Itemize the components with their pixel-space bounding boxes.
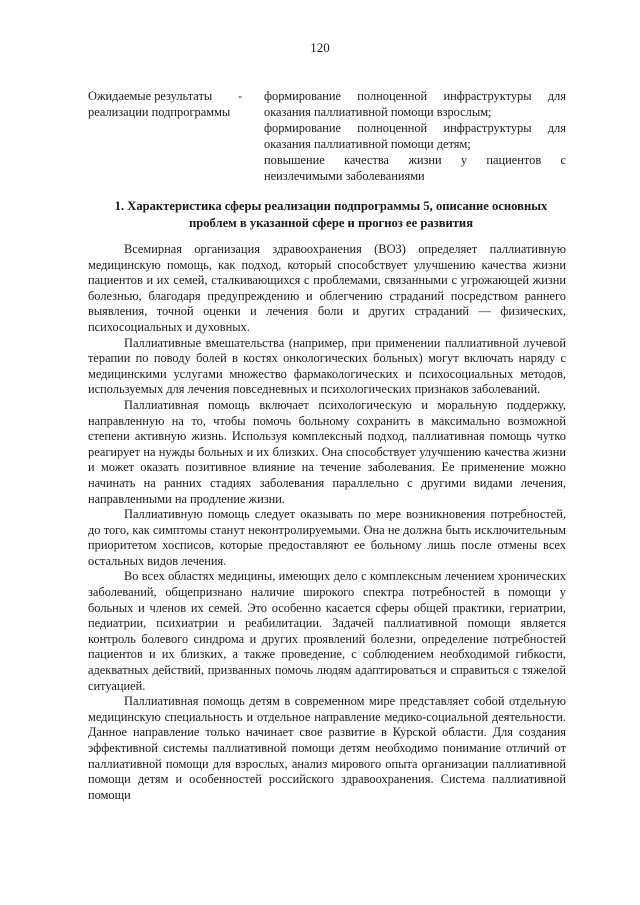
page-number: 120 xyxy=(310,40,330,55)
expected-result-item: формирование полноценной инфраструктуры для оказания паллиативной помощи взрослым; xyxy=(264,89,566,119)
expected-results-dash: - xyxy=(238,89,243,103)
expected-result-item: формирование полноценной инфраструктуры для оказания паллиативной помощи детям; xyxy=(264,121,566,151)
body-text xyxy=(88,242,566,803)
paragraph: Паллиативная помощь детям в современном мире представляет собой отдельную медицинскую специальность и отдельное направление медико-социальной деятельности. Данное направление только начинает свое развитие в Курской области. Для создания эффективной системы паллиативной помощи детям необходимо понимание отличий от паллиативной помощи для взрослых, анализ мирового опыта организации паллиативной помощи детям и особенностей российского здравоохранения. Система паллиативной помощи xyxy=(88,694,566,802)
paragraph: Во всех областях медицины, имеющих дело с комплексным лечением хронических заболеваний, общепризнано наличие широкого спектра потребностей в помощи у больных и членов их семей. Это особенно касается сферы общей практики, гериатрии, педиатрии, психиатрии и реабилитации. Задачей паллиативной помощи является контроль болевого синдрома и других проявлений болезни, определение потребностей пациентов и их близких, а также проведение, с соблюдением необходимой гибкости, адекватных действий, призванных помочь людям адаптироваться и справиться с тяжелой ситуацией. xyxy=(88,569,566,693)
expected-results-list xyxy=(264,88,566,184)
expected-results-label: Ожидаемые результаты реализации подпрограммы xyxy=(88,89,231,119)
paragraph: Всемирная организация здравоохранения (ВОЗ) определяет паллиативную медицинскую помощь, как подход, который способствует улучшению качества жизни пациентов и их семей, сталкивающихся с проблемами, связанными с угрожающей жизни болезнью, благодаря предупреждению и облегчению страданий посредством раннего выявления, точной оценки и лечения боли и других страданий — физических, психосоциальных и духовных. xyxy=(88,242,566,334)
paragraph: Паллиативные вмешательства (например, при применении паллиативной лучевой терапии по поводу болей в костях онкологических больных) могут включать наряду с медицинскими услугами множество фармакологических и психосоциальных методов, используемых для лечения повседневных и психологических признаков заболеваний. xyxy=(88,335,566,397)
expected-result-item: повышение качества жизни у пациентов с неизлечимыми заболеваниями xyxy=(264,153,566,183)
paragraph: Паллиативная помощь включает психологическую и моральную поддержку, направленную на то, чтобы помочь больному сохранить в максимально возможной степени активную жизнь. Используя комплексный подход, паллиативная помощь чутко реагирует на нужды больных и их близких. Она способствует улучшению качества жизни и может оказать позитивное влияние на течение заболевания. Ее применение можно начинать на ранних стадиях заболевания параллельно с другими видами лечения, направленными на продление жизни. xyxy=(88,397,566,506)
paragraph: Паллиативную помощь следует оказывать по мере возникновения потребностей, до того, как симптомы станут неконтролируемыми. Она не должна быть исключительным приоритетом хосписов, которые предоставляют ее больному лишь после отмены всех остальных видов лечения. xyxy=(88,507,566,568)
section-title: 1. Характеристика сферы реализации подпрограммы 5, описание основных проблем в указанной сфере и прогноз ее развития xyxy=(114,199,548,230)
